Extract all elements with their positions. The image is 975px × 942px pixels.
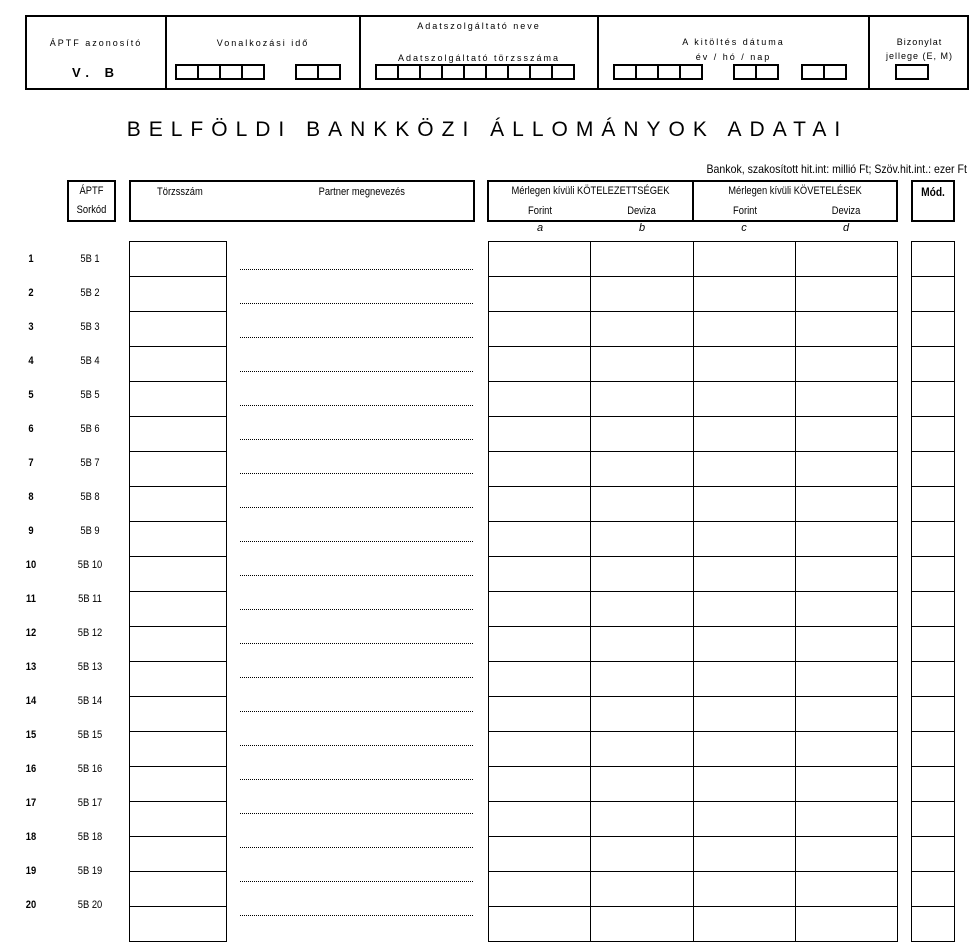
torzsszam-cell[interactable] <box>130 382 227 417</box>
value-cell-c[interactable] <box>693 872 795 907</box>
value-cell-a[interactable] <box>489 242 591 277</box>
table-row <box>489 592 898 627</box>
torzsszam-grid <box>129 241 227 942</box>
value-cell-a[interactable] <box>489 872 591 907</box>
row-code: 5B 15 <box>77 729 103 741</box>
kovetelesek-header: Mérlegen kívüli KÖVETELÉSEK <box>728 185 862 197</box>
table-row <box>912 627 955 662</box>
date-day-cells[interactable] <box>801 64 845 80</box>
value-cell-d[interactable] <box>795 592 897 627</box>
table-row <box>489 452 898 487</box>
value-cell-d[interactable] <box>795 697 897 732</box>
value-cell-a[interactable] <box>489 662 591 697</box>
forint-a-header: Forint <box>528 205 552 217</box>
table-row <box>130 347 227 382</box>
value-cell-a[interactable] <box>489 767 591 802</box>
value-cell-c[interactable] <box>693 522 795 557</box>
torzsszam-cells[interactable] <box>375 64 573 80</box>
torzsszam-cell[interactable] <box>130 417 227 452</box>
torzsszam-cell[interactable] <box>130 312 227 347</box>
row-number: 14 <box>25 695 37 707</box>
table-row <box>130 802 227 837</box>
table-row <box>912 907 955 942</box>
table-row <box>912 697 955 732</box>
value-cell-d[interactable] <box>795 872 897 907</box>
partner-name-line[interactable] <box>240 269 473 270</box>
value-cell-a[interactable] <box>489 907 591 942</box>
mod-cell[interactable] <box>912 417 955 452</box>
mod-cell[interactable] <box>912 732 955 767</box>
value-cell-a[interactable] <box>489 312 591 347</box>
mod-cell[interactable] <box>912 592 955 627</box>
deviza-b-header: Deviza <box>627 205 656 217</box>
row-number: 7 <box>28 457 34 469</box>
value-cell-b[interactable] <box>591 697 693 732</box>
value-cell-b[interactable] <box>591 872 693 907</box>
value-cell-b[interactable] <box>591 732 693 767</box>
row-number: 6 <box>28 423 34 435</box>
table-row <box>489 767 898 802</box>
mod-cell[interactable] <box>912 872 955 907</box>
partner-name-line[interactable] <box>240 507 473 508</box>
table-row <box>130 767 227 802</box>
value-cell-c[interactable] <box>693 417 795 452</box>
partner-name-line[interactable] <box>240 779 473 780</box>
value-cell-a[interactable] <box>489 802 591 837</box>
partner-header-label: Partner megnevezés <box>318 186 405 198</box>
value-cell-b[interactable] <box>591 382 693 417</box>
partner-name-line[interactable] <box>240 439 473 440</box>
table-row <box>912 837 955 872</box>
table-row <box>489 662 898 697</box>
partner-name-line[interactable] <box>240 847 473 848</box>
table-row <box>489 907 898 942</box>
row-code: 5B 8 <box>80 491 100 503</box>
mod-cell[interactable] <box>912 557 955 592</box>
torzsszam-cell[interactable] <box>130 732 227 767</box>
bizonylat-label: Bizonylat <box>896 37 943 47</box>
value-cell-d[interactable] <box>795 557 897 592</box>
value-cell-c[interactable] <box>693 592 795 627</box>
row-number: 3 <box>28 321 34 333</box>
table-row <box>489 242 898 277</box>
table-row <box>130 662 227 697</box>
value-cell-d[interactable] <box>795 802 897 837</box>
table-row <box>130 312 227 347</box>
value-cell-d[interactable] <box>795 662 897 697</box>
table-row <box>912 452 955 487</box>
table-row <box>130 592 227 627</box>
table-row <box>912 732 955 767</box>
aptf-header-label: ÁPTF <box>79 185 104 197</box>
date-month-cells[interactable] <box>733 64 777 80</box>
torzsszam-partner-header <box>129 180 475 222</box>
value-cell-c[interactable] <box>693 627 795 662</box>
aptf-sorkod-header <box>67 180 116 222</box>
value-cell-a[interactable] <box>489 347 591 382</box>
row-number: 8 <box>28 491 34 503</box>
row-number: 13 <box>25 661 37 673</box>
value-cell-a[interactable] <box>489 697 591 732</box>
value-cell-b[interactable] <box>591 452 693 487</box>
header-divider <box>165 17 167 88</box>
value-cell-d[interactable] <box>795 242 897 277</box>
adatszolgaltato-torzsszam-label: Adatszolgáltató törzsszáma <box>397 53 561 63</box>
table-row <box>912 242 955 277</box>
row-number: 15 <box>25 729 37 741</box>
mod-cell[interactable] <box>912 312 955 347</box>
table-row <box>489 872 898 907</box>
value-cell-c[interactable] <box>693 837 795 872</box>
value-cell-c[interactable] <box>693 557 795 592</box>
value-cell-b[interactable] <box>591 312 693 347</box>
table-row <box>489 557 898 592</box>
value-cell-c[interactable] <box>693 242 795 277</box>
value-cell-d[interactable] <box>795 277 897 312</box>
value-cell-d[interactable] <box>795 417 897 452</box>
value-cell-d[interactable] <box>795 382 897 417</box>
page-title: BELFÖLDI BANKKÖZI ÁLLOMÁNYOK ADATAI <box>126 118 849 141</box>
bizonylat-jellege: jellege (E, M) <box>885 51 953 61</box>
column-letter-c: c <box>741 222 747 234</box>
mod-cell[interactable] <box>912 802 955 837</box>
row-number: 1 <box>28 253 34 265</box>
value-cell-a[interactable] <box>489 417 591 452</box>
partner-name-line[interactable] <box>240 881 473 882</box>
column-letter-b: b <box>638 222 646 234</box>
partner-name-line[interactable] <box>240 337 473 338</box>
mod-cell[interactable] <box>912 242 955 277</box>
bizonylat-cell[interactable] <box>895 64 927 80</box>
table-row <box>912 592 955 627</box>
partner-name-line[interactable] <box>240 813 473 814</box>
value-cell-c[interactable] <box>693 767 795 802</box>
row-code: 5B 6 <box>80 423 100 435</box>
mod-cell[interactable] <box>912 382 955 417</box>
table-row <box>130 907 227 942</box>
table-row <box>130 872 227 907</box>
torzsszam-cell[interactable] <box>130 347 227 382</box>
value-cell-a[interactable] <box>489 277 591 312</box>
value-cell-c[interactable] <box>693 802 795 837</box>
torzsszam-cell[interactable] <box>130 592 227 627</box>
row-number: 18 <box>25 831 37 843</box>
adatszolgaltato-nev-label: Adatszolgáltató neve <box>417 21 541 31</box>
value-cell-c[interactable] <box>693 452 795 487</box>
value-cell-d[interactable] <box>795 907 897 942</box>
partner-name-line[interactable] <box>240 405 473 406</box>
partner-name-line[interactable] <box>240 915 473 916</box>
table-row <box>912 872 955 907</box>
value-cell-d[interactable] <box>795 347 897 382</box>
value-cell-b[interactable] <box>591 522 693 557</box>
mod-cell[interactable] <box>912 452 955 487</box>
table-row <box>489 837 898 872</box>
row-code: 5B 11 <box>78 593 102 605</box>
kitoltes-label: A kitöltés dátuma <box>682 37 785 47</box>
torzsszam-cell[interactable] <box>130 277 227 312</box>
value-cell-b[interactable] <box>591 277 693 312</box>
table-row <box>489 347 898 382</box>
table-row <box>489 522 898 557</box>
kotelezettsegek-header: Mérlegen kívüli KÖTELEZETTSÉGEK <box>511 185 670 197</box>
row-code: 5B 19 <box>77 865 103 877</box>
row-code: 5B 20 <box>77 899 103 911</box>
table-row <box>912 382 955 417</box>
value-cell-c[interactable] <box>693 697 795 732</box>
value-cell-c[interactable] <box>693 662 795 697</box>
date-year-cells[interactable] <box>613 64 701 80</box>
row-number: 10 <box>25 559 37 571</box>
column-letter-a: a <box>536 222 544 234</box>
table-row <box>130 522 227 557</box>
value-cell-d[interactable] <box>795 522 897 557</box>
row-code: 5B 14 <box>77 695 103 707</box>
value-cell-b[interactable] <box>591 592 693 627</box>
row-code: 5B 16 <box>77 763 103 775</box>
table-row <box>130 487 227 522</box>
table-row <box>912 557 955 592</box>
row-code: 5B 10 <box>77 559 103 571</box>
row-code: 5B 5 <box>80 389 100 401</box>
table-row <box>912 662 955 697</box>
table-row <box>130 382 227 417</box>
values-grid <box>488 241 898 942</box>
aptf-label: ÁPTF azonosító <box>49 38 143 48</box>
row-code: 5B 9 <box>80 525 100 537</box>
torzsszam-cell[interactable] <box>130 557 227 592</box>
table-row <box>912 767 955 802</box>
table-row <box>489 732 898 767</box>
value-cell-d[interactable] <box>795 837 897 872</box>
torzsszam-cell[interactable] <box>130 907 227 942</box>
value-cell-a[interactable] <box>489 452 591 487</box>
table-row <box>912 417 955 452</box>
torzsszam-cell[interactable] <box>130 522 227 557</box>
value-cell-d[interactable] <box>795 732 897 767</box>
sorkod-header-label: Sorkód <box>76 204 107 216</box>
row-number: 11 <box>26 593 36 605</box>
partner-name-line[interactable] <box>240 677 473 678</box>
table-row <box>489 627 898 662</box>
table-row <box>912 802 955 837</box>
torzsszam-cell[interactable] <box>130 242 227 277</box>
mod-cell[interactable] <box>912 767 955 802</box>
value-cell-c[interactable] <box>693 487 795 522</box>
row-code: 5B 3 <box>80 321 100 333</box>
mod-cell[interactable] <box>912 907 955 942</box>
mod-cell[interactable] <box>912 277 955 312</box>
partner-name-line[interactable] <box>240 303 473 304</box>
row-code: 5B 18 <box>77 831 103 843</box>
value-cell-a[interactable] <box>489 522 591 557</box>
value-cell-b[interactable] <box>591 242 693 277</box>
aptf-value: V. B <box>71 65 121 80</box>
table-row <box>130 452 227 487</box>
mod-cell[interactable] <box>912 627 955 662</box>
header-frame <box>25 15 969 90</box>
torzsszam-cell[interactable] <box>130 767 227 802</box>
table-row <box>489 487 898 522</box>
value-cell-d[interactable] <box>795 312 897 347</box>
table-row <box>912 347 955 382</box>
table-row <box>489 382 898 417</box>
value-cell-a[interactable] <box>489 592 591 627</box>
vonalkozasi-cells-2[interactable] <box>295 64 339 80</box>
kitoltes-format: év / hó / nap <box>695 52 772 62</box>
partner-name-line[interactable] <box>240 371 473 372</box>
table-row <box>912 522 955 557</box>
table-row <box>489 802 898 837</box>
value-cell-a[interactable] <box>489 837 591 872</box>
row-code: 5B 12 <box>77 627 103 639</box>
value-cell-a[interactable] <box>489 732 591 767</box>
table-row <box>489 312 898 347</box>
partner-name-line[interactable] <box>240 609 473 610</box>
units-note: Bankok, szakosított hit.int: millió Ft; Szöv.hit.int.: ezer Ft <box>706 162 967 176</box>
torzsszam-cell[interactable] <box>130 487 227 522</box>
row-code: 5B 4 <box>80 355 100 367</box>
value-cell-d[interactable] <box>795 767 897 802</box>
row-code: 5B 1 <box>80 253 100 265</box>
header-divider <box>692 182 694 220</box>
row-code: 5B 13 <box>77 661 103 673</box>
table-row <box>130 837 227 872</box>
value-cell-d[interactable] <box>795 452 897 487</box>
mod-cell[interactable] <box>912 487 955 522</box>
torzsszam-cell[interactable] <box>130 452 227 487</box>
mod-grid <box>911 241 955 942</box>
row-number: 17 <box>25 797 37 809</box>
row-code: 5B 2 <box>80 287 100 299</box>
table-row <box>130 417 227 452</box>
value-cell-d[interactable] <box>795 627 897 662</box>
value-cell-b[interactable] <box>591 907 693 942</box>
row-number: 4 <box>28 355 34 367</box>
value-cell-a[interactable] <box>489 487 591 522</box>
value-cell-b[interactable] <box>591 487 693 522</box>
value-cell-c[interactable] <box>693 382 795 417</box>
value-cell-d[interactable] <box>795 487 897 522</box>
value-cell-c[interactable] <box>693 732 795 767</box>
value-cell-b[interactable] <box>591 662 693 697</box>
table-row <box>912 312 955 347</box>
value-cell-c[interactable] <box>693 907 795 942</box>
row-number: 12 <box>25 627 37 639</box>
torzsszam-header-label: Törzsszám <box>157 186 203 198</box>
partner-name-line[interactable] <box>240 473 473 474</box>
value-cell-b[interactable] <box>591 837 693 872</box>
torzsszam-cell[interactable] <box>130 627 227 662</box>
mod-cell[interactable] <box>912 697 955 732</box>
table-row <box>489 697 898 732</box>
row-number: 2 <box>28 287 34 299</box>
row-code: 5B 7 <box>80 457 100 469</box>
deviza-d-header: Deviza <box>831 205 861 217</box>
value-cell-b[interactable] <box>591 627 693 662</box>
value-cell-b[interactable] <box>591 557 693 592</box>
value-cell-b[interactable] <box>591 347 693 382</box>
table-row <box>489 417 898 452</box>
table-row <box>130 242 227 277</box>
table-row <box>489 277 898 312</box>
value-cell-a[interactable] <box>489 557 591 592</box>
row-number: 9 <box>28 525 34 537</box>
row-number: 5 <box>28 389 34 401</box>
partner-name-line[interactable] <box>240 745 473 746</box>
merlegen-kivuli-header <box>487 180 898 222</box>
torzsszam-cell[interactable] <box>130 697 227 732</box>
value-cell-c[interactable] <box>693 312 795 347</box>
mod-cell[interactable] <box>912 662 955 697</box>
table-row <box>912 487 955 522</box>
table-row <box>130 277 227 312</box>
value-cell-b[interactable] <box>591 417 693 452</box>
table-row <box>130 732 227 767</box>
torzsszam-cell[interactable] <box>130 837 227 872</box>
partner-name-line[interactable] <box>240 711 473 712</box>
value-cell-b[interactable] <box>591 767 693 802</box>
value-cell-b[interactable] <box>591 802 693 837</box>
table-row <box>912 277 955 312</box>
row-number: 16 <box>25 763 37 775</box>
mod-header-label: Mód. <box>921 185 945 199</box>
vonalkozasi-cells[interactable] <box>175 64 263 80</box>
value-cell-a[interactable] <box>489 627 591 662</box>
value-cell-c[interactable] <box>693 347 795 382</box>
column-letter-d: d <box>842 222 850 234</box>
row-code: 5B 17 <box>77 797 103 809</box>
row-number: 19 <box>25 865 37 877</box>
partner-name-line[interactable] <box>240 575 473 576</box>
table-row <box>130 627 227 662</box>
mod-cell[interactable] <box>912 347 955 382</box>
table-row <box>130 697 227 732</box>
partner-name-line[interactable] <box>240 541 473 542</box>
value-cell-c[interactable] <box>693 277 795 312</box>
torzsszam-cell[interactable] <box>130 872 227 907</box>
torzsszam-cell[interactable] <box>130 662 227 697</box>
mod-header <box>911 180 955 222</box>
partner-name-line[interactable] <box>240 643 473 644</box>
mod-cell[interactable] <box>912 522 955 557</box>
forint-c-header: Forint <box>733 205 757 217</box>
torzsszam-cell[interactable] <box>130 802 227 837</box>
row-number: 20 <box>25 899 37 911</box>
vonalkozasi-label: Vonalkozási idő <box>216 38 310 48</box>
value-cell-a[interactable] <box>489 382 591 417</box>
mod-cell[interactable] <box>912 837 955 872</box>
table-row <box>130 557 227 592</box>
